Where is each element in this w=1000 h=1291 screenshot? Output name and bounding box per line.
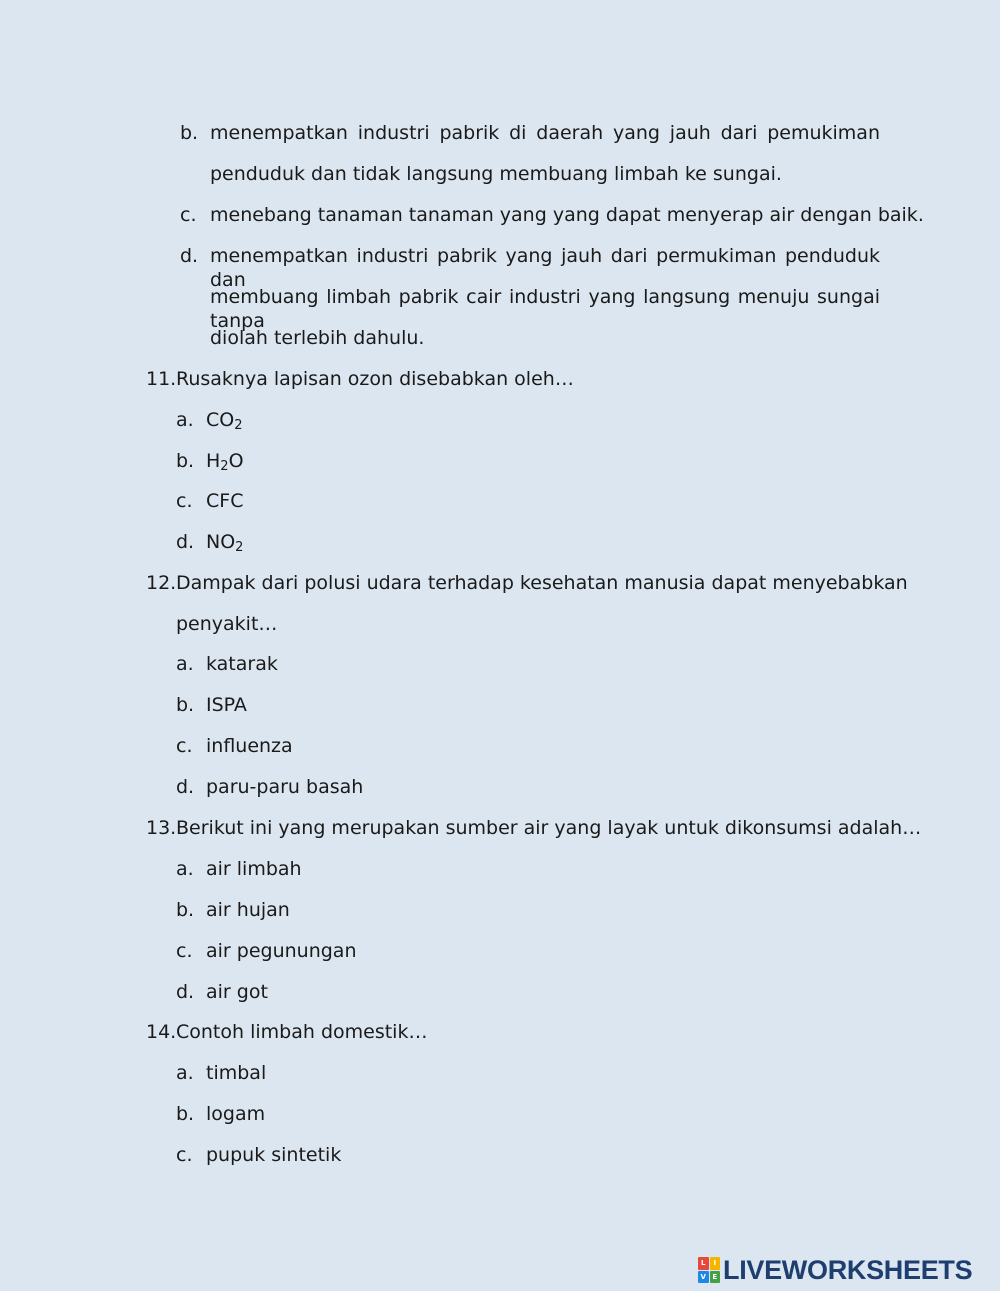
- option-text: logam: [206, 1103, 266, 1125]
- question-text: Rusaknya lapisan ozon disebabkan oleh…: [176, 368, 574, 390]
- question-number: 11.: [146, 368, 177, 390]
- option-text: menempatkan industri pabrik yang jauh dari permukiman penduduk dan: [210, 245, 880, 291]
- option-text: CFC: [206, 490, 244, 512]
- option-text: membuang limbah pabrik cair industri yang langsung menuju sungai tanpa: [210, 286, 880, 332]
- option-letter: a.: [176, 653, 194, 675]
- question-text: Berikut ini yang merupakan sumber air yang layak untuk dikonsumsi adalah…: [176, 817, 922, 839]
- option-text: penduduk dan tidak langsung membuang limbah ke sungai.: [210, 163, 782, 185]
- logo-letter-v: V: [698, 1271, 709, 1284]
- liveworksheets-watermark: [698, 1255, 972, 1285]
- option-letter: c.: [180, 204, 197, 226]
- option-text: air pegunungan: [206, 940, 357, 962]
- option-letter: c.: [176, 735, 193, 757]
- liveworksheets-logo-icon: [698, 1257, 720, 1283]
- option-letter: b.: [176, 694, 195, 716]
- question-text: Dampak dari polusi udara terhadap kesehatan manusia dapat menyebabkan: [176, 572, 908, 594]
- option-text: influenza: [206, 735, 293, 757]
- option-letter: c.: [176, 490, 193, 512]
- option-text: $NO_2$: [206, 531, 244, 555]
- logo-letter-i: I: [710, 1257, 721, 1270]
- question-number: 12.: [146, 572, 177, 594]
- option-letter: b.: [176, 1103, 195, 1125]
- option-text: katarak: [206, 653, 278, 675]
- logo-letter-l: L: [698, 1257, 709, 1270]
- option-letter: c.: [176, 940, 193, 962]
- option-letter: b.: [180, 122, 199, 144]
- option-text: timbal: [206, 1062, 267, 1084]
- option-text: air got: [206, 981, 268, 1003]
- option-text: pupuk sintetik: [206, 1144, 342, 1166]
- option-text: ISPA: [206, 694, 247, 716]
- option-text: $H_2O$: [206, 450, 244, 474]
- option-text: menempatkan industri pabrik di daerah yang jauh dari pemukiman: [210, 122, 880, 144]
- liveworksheets-text: LIVEWORKSHEETS: [723, 1254, 973, 1285]
- logo-letter-e: E: [710, 1271, 721, 1284]
- option-letter: c.: [176, 1144, 193, 1166]
- option-text: air hujan: [206, 899, 290, 921]
- option-letter: d.: [176, 981, 195, 1003]
- option-letter: b.: [176, 450, 195, 472]
- question-number: 13.: [146, 817, 177, 839]
- question-text: Contoh limbah domestik…: [176, 1021, 428, 1043]
- option-letter: a.: [176, 858, 194, 880]
- option-letter: d.: [176, 531, 195, 553]
- option-text: $CO_2$: [206, 409, 243, 433]
- question-number: 14.: [146, 1021, 177, 1043]
- option-letter: b.: [176, 899, 195, 921]
- option-text: paru-paru basah: [206, 776, 364, 798]
- option-letter: a.: [176, 1062, 194, 1084]
- option-letter: d.: [180, 245, 199, 267]
- option-text: air limbah: [206, 858, 302, 880]
- option-letter: d.: [176, 776, 195, 798]
- option-text: menebang tanaman tanaman yang yang dapat menyerap air dengan baik.: [210, 204, 924, 226]
- option-letter: a.: [176, 409, 194, 431]
- option-text: diolah terlebih dahulu.: [210, 327, 425, 349]
- question-text: penyakit…: [176, 613, 278, 635]
